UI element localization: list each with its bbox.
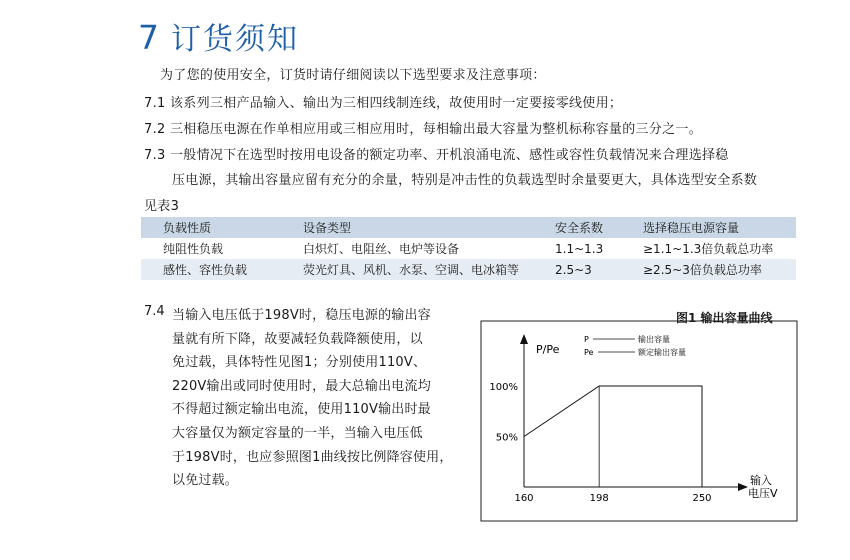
x-tick-label: 160: [514, 493, 534, 504]
item-7-3-line1: 7.3 一般情况下在选型时按用电设备的额定功率、开机浪涌电流、感性或容性负载情况来合理选择稳: [144, 148, 729, 163]
y-tick-label: 50%: [495, 432, 518, 444]
output-capacity-chart: [480, 320, 800, 525]
item-7-4-line: 大容量仅为额定容量的一半，当输入电压低: [172, 425, 423, 441]
section-heading: 订货须知: [171, 22, 299, 57]
chart-legend: [584, 334, 686, 357]
item-7-4-line: 当输入电压低于198V时，稳压电源的输出容: [172, 308, 431, 323]
item-7-4-line: 免过载，具体特性见图1；分别使用110V、: [172, 355, 427, 371]
intro-text: 为了您的使用安全，订货时请仔细阅读以下选型要求及注意事项：: [160, 68, 546, 83]
item-7-4-label: 7.4: [144, 304, 165, 319]
table-cell: 白炽灯、电阻丝、电炉等设备: [303, 242, 460, 256]
legend-symbol: Pe: [584, 348, 594, 357]
x-axis-label-line2: 电压V: [748, 487, 778, 500]
y-tick-label: 100%: [489, 382, 518, 393]
item-7-1: 7.1 该系列三相产品输入、输出为三相四线制连线，故使用时一定要接零线使用；: [144, 96, 623, 111]
table-cell: ≥2.5~3倍负载总功率: [643, 263, 762, 277]
header-capacity: 选择稳压电源容量: [643, 221, 740, 235]
table-cell: ≥1.1~1.3倍负载总功率: [643, 242, 774, 256]
section-number: 7: [138, 18, 161, 57]
item-7-3-line2: 压电源，其输出容量应留有充分的余量，特别是冲击性的负载选型时余量要更大，具体选型安全系数: [172, 173, 758, 188]
legend-label: 输出容量: [638, 335, 670, 344]
header-safety-factor: 安全系数: [555, 221, 604, 235]
header-device-type: 设备类型: [303, 221, 352, 235]
x-tick-label: 250: [692, 493, 712, 504]
table-cell: 荧光灯具、风机、水泵、空调、电冰箱等: [303, 263, 520, 277]
table-cell: 2.5~3: [555, 262, 592, 277]
item-7-3-line3: 见表3: [144, 199, 180, 214]
item-7-4-text: [172, 304, 472, 493]
item-7-4-line: 于198V时，也应参照图1曲线按比例降容使用，: [172, 449, 453, 465]
item-7-4-line: 不得超过额定输出电流，使用110V输出时最: [172, 402, 431, 418]
table-header-row: [141, 217, 796, 238]
y-axis-arrow: [520, 334, 528, 344]
table-row: [141, 238, 796, 259]
table-row: [141, 259, 796, 280]
item-7-4-line: 量就有所下降，故要减轻负载降额使用，以: [172, 331, 423, 347]
x-axis-arrow: [738, 483, 748, 491]
capacity-series-line: [524, 386, 702, 487]
table-cell: 纯阻性负载: [163, 242, 224, 256]
item-7-4-line: 220V输出或同时使用时，最大总输出电流均: [172, 378, 431, 394]
item-7-2: 7.2 三相稳压电源在作单相应用或三相应用时，每相输出最大容量为整机标称容量的三分之一。: [144, 122, 703, 137]
safety-factor-table: [141, 217, 796, 280]
x-axis-label-line1: 输入: [750, 474, 772, 487]
x-tick-label: 198: [589, 493, 609, 504]
chart-ticks: [489, 382, 711, 504]
section-title: [138, 14, 299, 58]
y-axis-label: P/Pe: [536, 343, 560, 356]
chart-title: 图1 输出容量曲线: [676, 311, 773, 325]
table-cell: 1.1~1.3: [555, 241, 604, 256]
header-load-type: 负载性质: [163, 221, 212, 235]
table-cell: 感性、容性负载: [163, 263, 248, 277]
legend-label: 额定输出容量: [638, 348, 686, 357]
item-7-4-line: 以免过载。: [172, 473, 239, 489]
legend-symbol: P: [584, 335, 589, 344]
